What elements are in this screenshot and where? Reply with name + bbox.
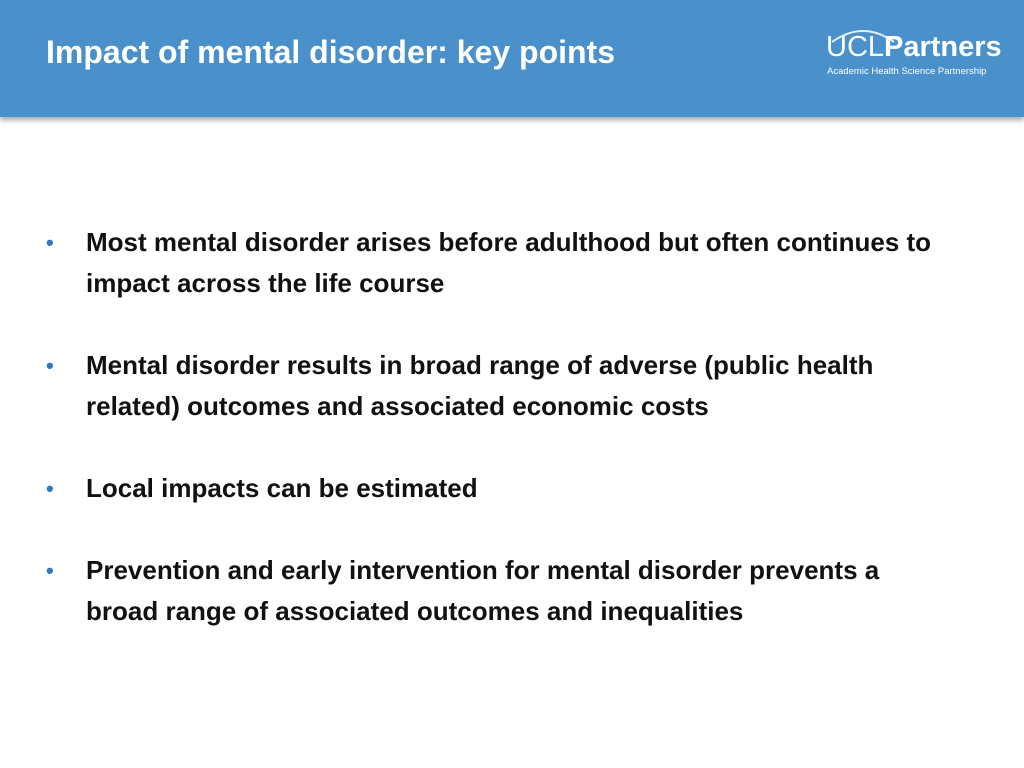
slide-title: Impact of mental disorder: key points [46, 34, 615, 70]
logo-ucl-text: UCL [826, 31, 885, 63]
bullet-item [46, 550, 946, 632]
slide-header-bar [0, 0, 1024, 117]
bullet-text: Mental disorder results in broad range of adverse (public health related) outcomes and associated economic costs [86, 350, 874, 421]
bullet-text: Local impacts can be estimated [86, 473, 478, 503]
bullet-icon: • [46, 558, 54, 583]
bullet-icon: • [46, 353, 54, 378]
bullet-icon: • [46, 230, 54, 255]
bullet-text: Prevention and early intervention for mental disorder prevents a broad range of associated outcomes and inequalities [86, 555, 880, 626]
uclpartners-logo [826, 30, 1002, 86]
bullet-text: Most mental disorder arises before adulthood but often continues to impact across the life course [86, 227, 932, 298]
logo-wordmark [826, 30, 1002, 64]
bullet-item [46, 345, 946, 427]
bullet-item [46, 468, 946, 509]
bullet-list [46, 222, 946, 673]
logo-subtitle: Academic Health Science Partnership [827, 66, 987, 77]
bullet-item [46, 222, 946, 304]
bullet-icon: • [46, 476, 54, 501]
logo-partners-text: Partners [884, 31, 1002, 63]
